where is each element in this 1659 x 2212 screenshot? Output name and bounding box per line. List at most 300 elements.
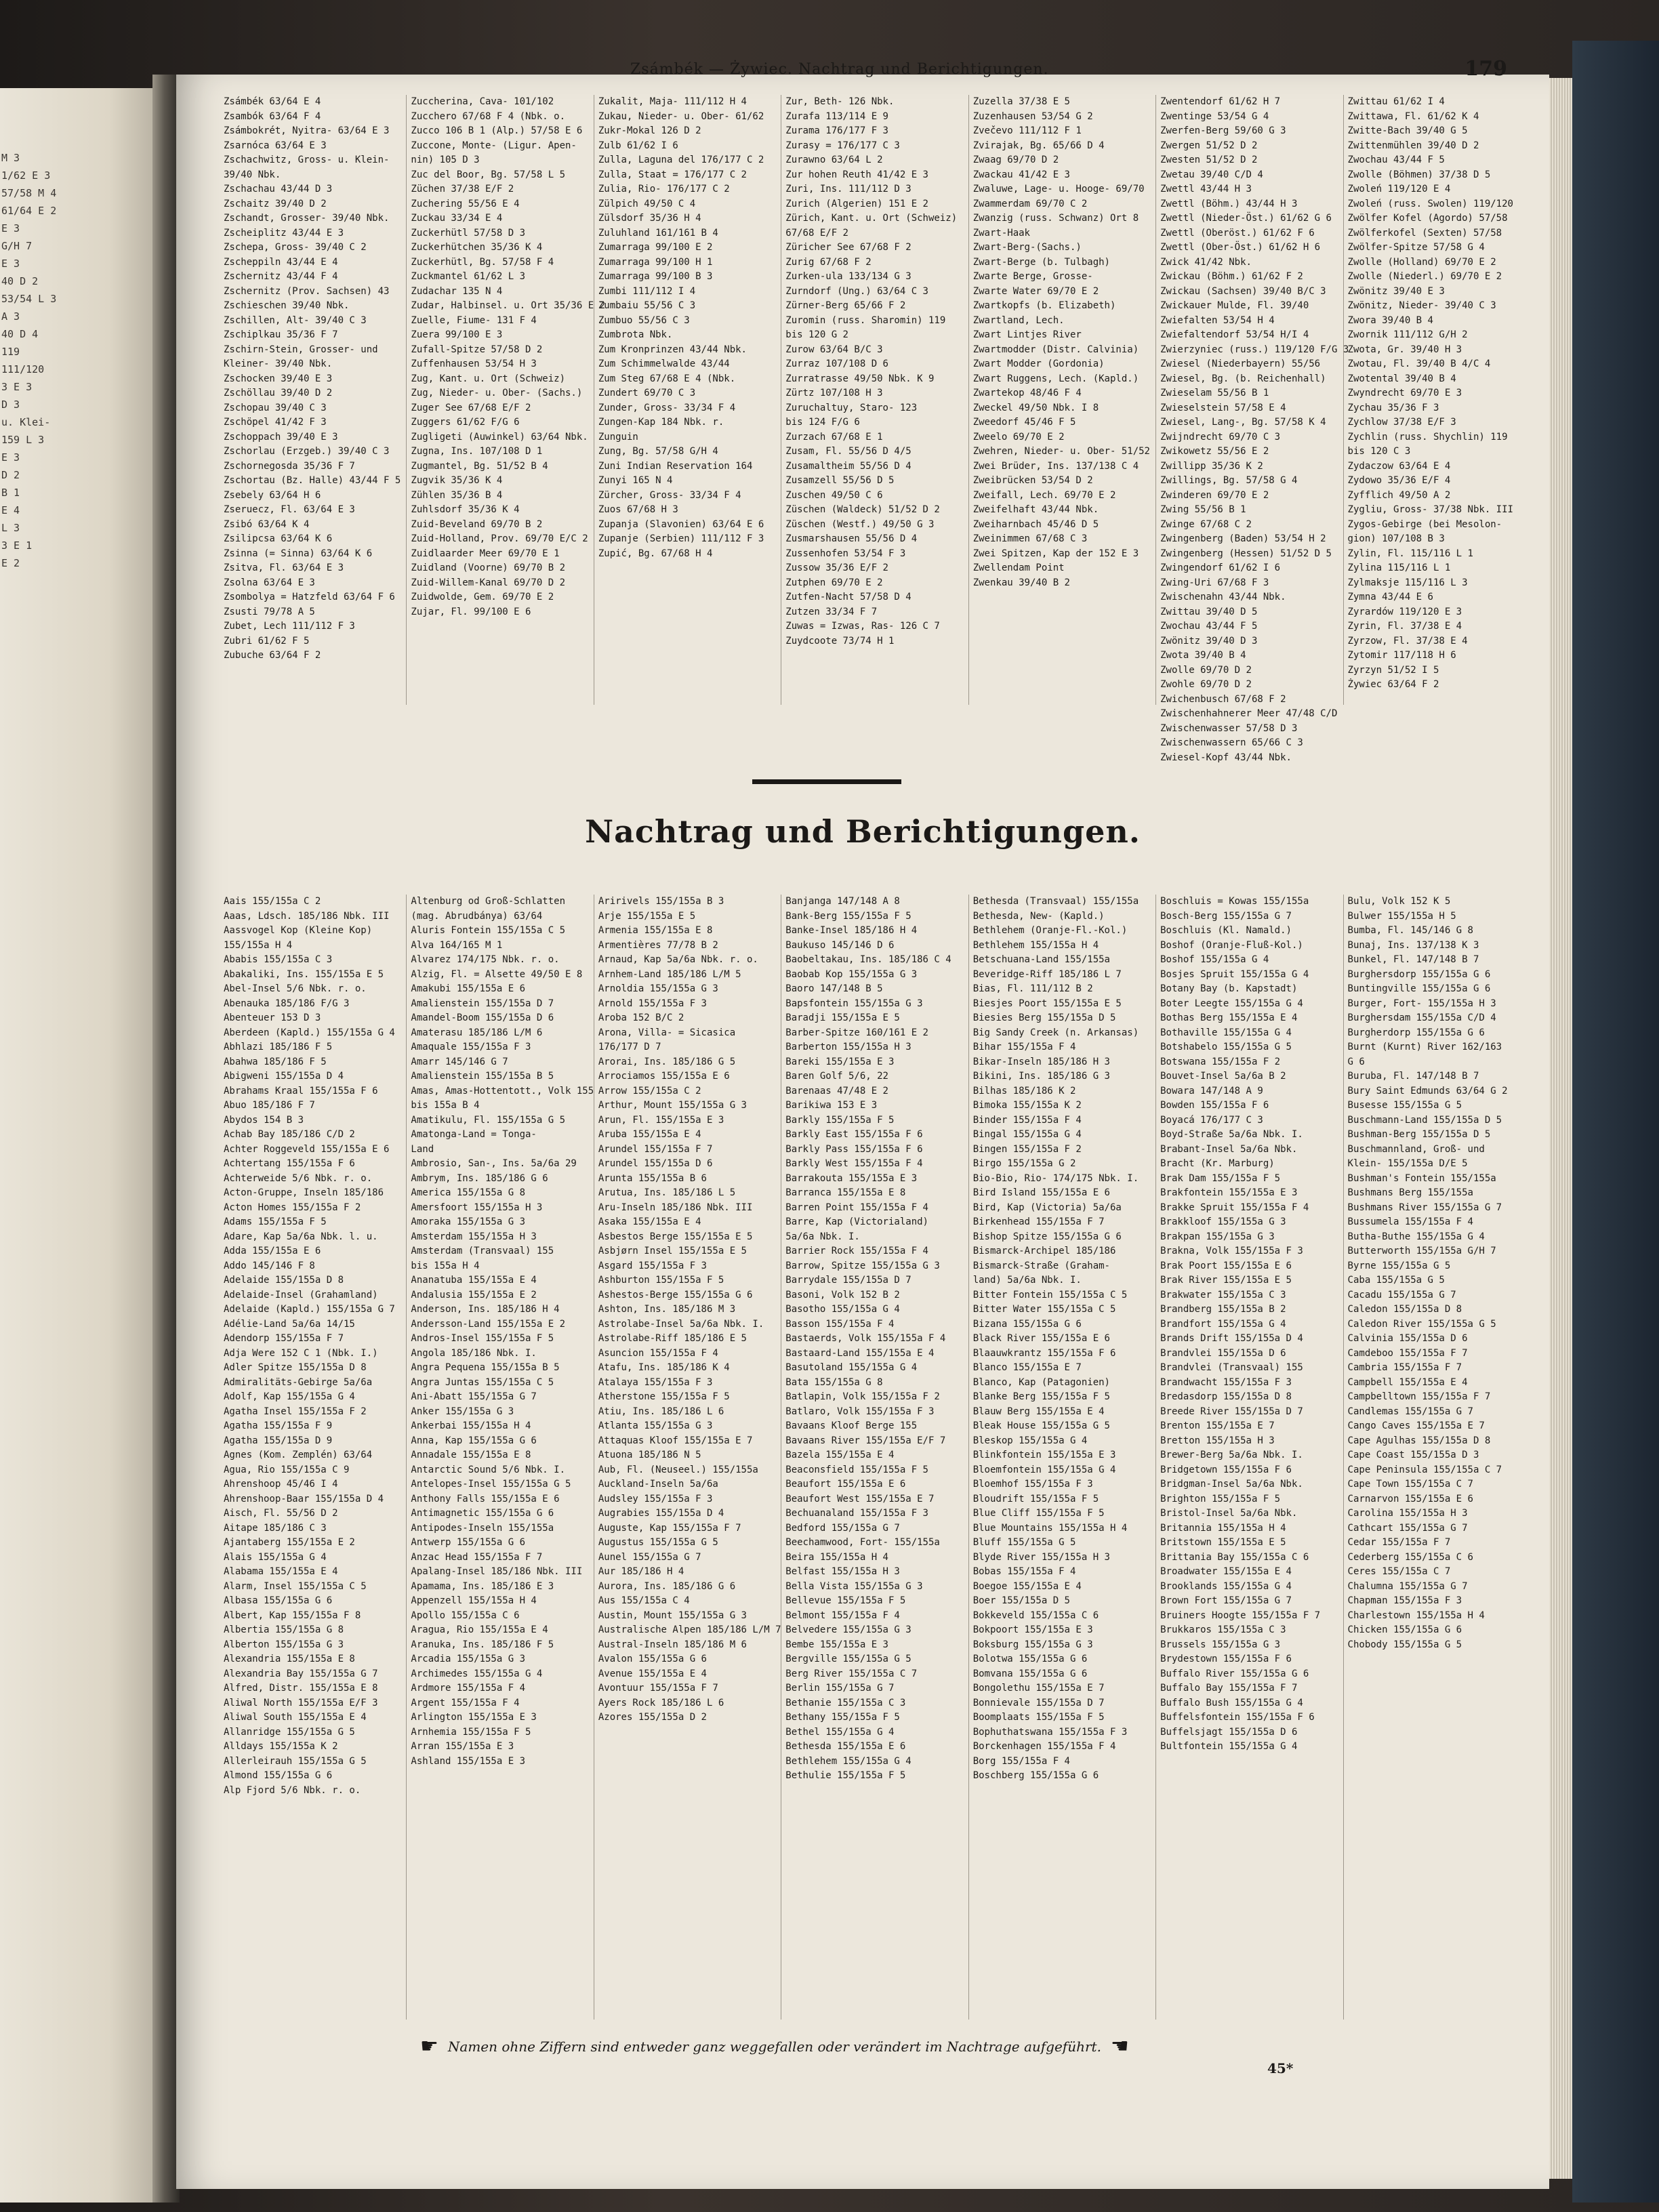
index-entry: Alberton 155/155a G 3	[224, 1639, 344, 1650]
index-entry: Zuckerhütl, Bg. 57/58 F 4	[411, 256, 554, 268]
index-entry: Zwieselam 55/56 B 1	[1160, 388, 1269, 398]
footnote	[420, 2036, 1504, 2057]
index-entry: Annadale 155/155a E 8	[411, 1450, 531, 1460]
index-entry: Zwingendorf 61/62 I 6	[1160, 562, 1281, 573]
index-entry: Zungen-Kap 184 Nbk. r.	[598, 417, 724, 428]
index-entry: Zwettl 43/44 H 3	[1160, 184, 1252, 194]
index-entry: Cacadu 155/155a G 7	[1347, 1289, 1456, 1300]
index-entry: Adendorp 155/155a F 7	[224, 1333, 344, 1344]
index-entry: Burghersdam 155/155a C/D 4	[1347, 1012, 1496, 1023]
index-entry: Brittania Bay 155/155a C 6	[1160, 1551, 1309, 1563]
index-entry: Adja Were 152 C 1 (Nbk. I.)	[224, 1347, 378, 1359]
left-page-fragment: A 3	[1, 310, 20, 323]
index-entry: Azores 155/155a D 2	[598, 1712, 707, 1723]
left-page-fragment: 40 D 2	[1, 275, 39, 287]
footnote-text: Namen ohne Ziffern sind entweder ganz weggefallen oder verändert im Nachtrage aufgeführt.	[447, 2039, 1101, 2055]
index-entry: Ajantaberg 155/155a E 2	[224, 1537, 355, 1548]
index-entry: Zuchering 55/56 E 4	[411, 198, 520, 209]
index-entry: Bastaard-Land 155/155a E 4	[785, 1347, 935, 1359]
index-entry: Ashburton 155/155a F 5	[598, 1275, 724, 1286]
index-entry: Angola 185/186 Nbk. I.	[411, 1347, 537, 1359]
index-entry: Zuid-Holland, Prov. 69/70 E/C 2	[411, 533, 588, 544]
index-entry: Zwerfen-Berg 59/60 G 3	[1160, 125, 1286, 136]
index-entry: Amas, Amas-Hottentott., Volk 155	[411, 1085, 594, 1097]
index-entry: Zuckmantel 61/62 L 3	[411, 271, 525, 282]
index-entry: Zussenhofen 53/54 F 3	[785, 548, 906, 559]
index-entry: Zschernitz (Prov. Sachsen) 43	[224, 285, 390, 297]
index-entry: Beaufort 155/155a E 6	[785, 1479, 906, 1490]
index-entry: Amaquale 155/155a F 3	[411, 1042, 531, 1052]
index-entry: Zwischenhahnerer Meer 47/48 C/D	[1160, 708, 1338, 719]
page-number: 179	[1465, 57, 1507, 81]
index-entry: Zuhlsdorf 35/36 K 4	[411, 504, 520, 515]
index-entry: Brands Drift 155/155a D 4	[1160, 1333, 1303, 1344]
index-entry: Zubet, Lech 111/112 F 3	[224, 621, 355, 632]
index-entry: Aliwal North 155/155a E/F 3	[224, 1697, 378, 1708]
index-entry: Achab Bay 185/186 C/D 2	[224, 1129, 355, 1140]
index-entry: Atafu, Ins. 185/186 K 4	[598, 1362, 730, 1373]
index-entry: Bunaj, Ins. 137/138 K 3	[1347, 939, 1479, 951]
index-entry: Zschachwitz, Gross- u. Klein-	[224, 155, 390, 165]
index-entry: Zum Schimmelwalde 43/44	[598, 359, 730, 369]
index-entry: Zwora 39/40 B 4	[1347, 314, 1433, 326]
index-entry: Boer 155/155a D 5	[972, 1595, 1070, 1606]
index-entry: Zwolle (Niederl.) 69/70 E 2	[1347, 271, 1502, 282]
index-entry: Barberton 155/155a H 3	[785, 1042, 912, 1052]
index-entry: Bihar 155/155a F 4	[972, 1042, 1076, 1052]
index-entry: Bethulie 155/155a F 5	[785, 1770, 906, 1781]
index-entry: Arunta 155/155a B 6	[598, 1172, 707, 1184]
index-entry: Bergville 155/155a G 5	[785, 1654, 912, 1664]
index-entry: Baukuso 145/146 D 6	[785, 939, 895, 951]
index-entry: Agua, Rio 155/155a C 9	[224, 1464, 350, 1475]
index-entry: Aisch, Fl. 55/56 D 2	[224, 1508, 338, 1519]
index-entry: Buschmann-Land 155/155a D 5	[1347, 1114, 1502, 1126]
index-entry: bis 155a B 4	[411, 1100, 480, 1111]
index-entry: Zundert 69/70 C 3	[598, 388, 696, 398]
index-entry: Zwölfer-Spitze 57/58 G 4	[1347, 242, 1485, 253]
index-entry: Belmont 155/155a F 4	[785, 1610, 900, 1621]
index-entry: Bikini, Ins. 185/186 G 3	[972, 1071, 1110, 1082]
index-entry: Abahwa 185/186 F 5	[224, 1056, 327, 1067]
index-entry: Andersson-Land 155/155a E 2	[411, 1318, 565, 1330]
index-entry: Boter Leegte 155/155a G 4	[1160, 998, 1303, 1009]
index-entry: Zwönitz, Nieder- 39/40 C 3	[1347, 300, 1496, 311]
index-entry: Chicken 155/155a G 6	[1347, 1624, 1462, 1635]
index-entry: Zscheiplitz 43/44 E 3	[224, 227, 344, 239]
index-entry: Zugligeti (Auwinkel) 63/64 Nbk.	[411, 431, 588, 443]
index-entry: Zsámbék 63/64 E 4	[224, 96, 321, 107]
index-entry: Caledon River 155/155a G 5	[1347, 1318, 1496, 1330]
index-entry: Zscheppiln 43/44 E 4	[224, 256, 338, 268]
index-entry: Zuggers 61/62 F/G 6	[411, 417, 520, 428]
index-entry: Astrolabe-Riff 185/186 E 5	[598, 1333, 747, 1344]
index-top-columns	[224, 95, 1518, 763]
index-entry: Baren Golf 5/6, 22	[785, 1071, 888, 1082]
index-entry: Zurzach 67/68 E 1	[785, 431, 883, 443]
index-entry: Arthur, Mount 155/155a G 3	[598, 1100, 747, 1111]
index-entry: Zurich (Algerien) 151 E 2	[785, 198, 928, 209]
index-entry: Bophuthatswana 155/155a F 3	[972, 1726, 1128, 1738]
index-entry: Zwesten 51/52 D 2	[1160, 155, 1258, 165]
index-entry: Alvarez 174/175 Nbk. r. o.	[411, 954, 560, 965]
index-entry: Black River 155/155a E 6	[972, 1333, 1110, 1344]
index-entry: Zwingenberg (Hessen) 51/52 D 5	[1160, 548, 1332, 559]
index-entry: Zuzella 37/38 E 5	[972, 96, 1070, 107]
index-entry: Brandfort 155/155a G 4	[1160, 1318, 1286, 1330]
index-entry: Arnhemia 155/155a F 5	[411, 1726, 531, 1738]
index-entry: nin) 105 D 3	[411, 155, 480, 165]
index-entry: Boyacá 176/177 C 3	[1160, 1114, 1263, 1126]
index-entry: Zutzen 33/34 F 7	[785, 606, 878, 617]
index-entry: Adelaide 155/155a D 8	[224, 1275, 344, 1286]
index-entry: Amsterdam (Transvaal) 155	[411, 1246, 554, 1256]
book-cover	[1572, 41, 1659, 2203]
index-entry: Zuc del Boor, Bg. 57/58 L 5	[411, 169, 565, 180]
index-entry: Zuruchaltuy, Staro- 123	[785, 402, 918, 413]
index-entry: Zweiharnbach 45/46 D 5	[972, 518, 1099, 530]
index-entry: Antwerp 155/155a G 6	[411, 1537, 525, 1548]
index-entry: Bridgetown 155/155a F 6	[1160, 1464, 1292, 1475]
index-entry: Bias, Fl. 111/112 B 2	[972, 983, 1093, 994]
index-entry: Antelopes-Insel 155/155a G 5	[411, 1479, 571, 1490]
index-entry: Aurora, Ins. 185/186 G 6	[598, 1580, 736, 1592]
index-entry: Anna, Kap 155/155a G 6	[411, 1435, 537, 1446]
index-entry: Alexandria 155/155a E 8	[224, 1654, 355, 1664]
left-page-fragment: 119	[1, 346, 20, 358]
index-entry: Beechamwood, Fort- 155/155a	[785, 1537, 940, 1548]
index-entry: Zweifelhaft 43/44 Nbk.	[972, 504, 1099, 515]
index-entry: Zwettl (Ober-Öst.) 61/62 H 6	[1160, 242, 1321, 253]
index-entry: Bloemfontein 155/155a G 4	[972, 1464, 1116, 1475]
index-entry: Züchen 37/38 E/F 2	[411, 184, 514, 194]
index-entry: Asbestos Berge 155/155a E 5	[598, 1231, 753, 1242]
index-entry: Zychau 35/36 F 3	[1347, 402, 1439, 413]
index-entry: Zutfen-Nacht 57/58 D 4	[785, 592, 912, 602]
index-entry: Zschorlau (Erzgeb.) 39/40 C 3	[224, 446, 390, 457]
index-entry: Bethlehem 155/155a H 4	[972, 939, 1099, 951]
index-entry: Attaquas Kloof 155/155a E 7	[598, 1435, 753, 1446]
index-entry: Zudar, Halbinsel. u. Ort 35/36 E 2	[411, 300, 605, 311]
index-entry: Zudachar 135 N 4	[411, 285, 503, 297]
index-entry: Zuromin (russ. Sharomin) 119	[785, 314, 946, 326]
index-entry: Zsilipcsa 63/64 K 6	[224, 533, 333, 544]
index-entry: Brakfontein 155/155a E 3	[1160, 1187, 1298, 1198]
index-entry: Burnt (Kurnt) River 162/163	[1347, 1042, 1502, 1052]
index-entry: Zsibó 63/64 K 4	[224, 518, 310, 530]
index-entry: Antimagnetic 155/155a G 6	[411, 1508, 554, 1519]
index-entry: Barrier Rock 155/155a F 4	[785, 1246, 928, 1256]
index-entry: Zwiesel-Kopf 43/44 Nbk.	[1160, 752, 1292, 763]
index-entry: Bosjes Spruit 155/155a G 4	[1160, 968, 1309, 980]
index-entry: Zwickau (Böhm.) 61/62 F 2	[1160, 271, 1303, 282]
index-entry: Candlemas 155/155a G 7	[1347, 1406, 1473, 1417]
left-page	[0, 88, 156, 2203]
index-entry: Zychlin (russ. Shychlin) 119	[1347, 431, 1508, 443]
index-entry: Zwart-Berg-(Sachs.)	[972, 242, 1082, 253]
index-entry: Zsebely 63/64 H 6	[224, 489, 321, 501]
index-entry: Allanridge 155/155a G 5	[224, 1726, 355, 1738]
index-entry: Zuid-Beveland 69/70 B 2	[411, 518, 543, 530]
index-entry: Aitape 185/186 C 3	[224, 1522, 327, 1534]
index-entry: Zürcher, Gross- 33/34 F 4	[598, 489, 741, 501]
index-entry: Bilhas 185/186 K 2	[972, 1085, 1076, 1097]
index-entry: Zwochau 43/44 F 5	[1160, 621, 1258, 632]
index-entry: Agatha Insel 155/155a F 2	[224, 1406, 367, 1417]
index-entry: Zwanzig (russ. Schwanz) Ort 8	[972, 213, 1139, 224]
index-entry: Bird Island 155/155a E 6	[972, 1187, 1110, 1198]
index-entry: Arnaud, Kap 5a/6a Nbk. r. o.	[598, 954, 758, 965]
index-entry: Zschornegosda 35/36 F 7	[224, 460, 355, 472]
index-entry: Bultfontein 155/155a G 4	[1160, 1741, 1298, 1752]
index-entry: Zwettl (Böhm.) 43/44 H 3	[1160, 198, 1298, 209]
index-entry: Arorai, Ins. 185/186 G 5	[598, 1056, 736, 1067]
index-entry: Zwota 39/40 B 4	[1160, 650, 1246, 661]
index-entry: Aub, Fl. (Neuseel.) 155/155a	[598, 1464, 758, 1475]
index-entry: Zurow 63/64 B/C 3	[785, 344, 883, 355]
top-column	[1155, 95, 1349, 763]
index-entry: Cape Town 155/155a C 7	[1347, 1479, 1473, 1490]
index-entry: Zwohle 69/70 D 2	[1160, 679, 1252, 690]
index-entry: Betschuana-Land 155/155a	[972, 954, 1110, 965]
index-entry: Zur, Beth- 126 Nbk.	[785, 96, 895, 107]
index-entry: Agatha 155/155a F 9	[224, 1420, 333, 1431]
index-entry: Zum Steg 67/68 E 4 (Nbk.	[598, 373, 736, 384]
index-entry: Zwartland, Lech.	[972, 314, 1065, 326]
index-entry: Bethlehem (Oranje-Fl.-Kol.)	[972, 925, 1128, 936]
index-entry: Zurafa 113/114 E 9	[785, 110, 888, 122]
index-entry: Belfast 155/155a H 3	[785, 1566, 900, 1577]
left-page-fragment: 40 D 4	[1, 328, 39, 340]
index-entry: Zweckel 49/50 Nbk. I 8	[972, 402, 1099, 413]
index-entry: Zwischenwasser 57/58 D 3	[1160, 722, 1298, 734]
index-entry: Beveridge-Riff 185/186 L 7	[972, 968, 1122, 980]
index-entry: Zuni Indian Reservation 164	[598, 460, 753, 472]
index-entry: Bowden 155/155a F 6	[1160, 1100, 1269, 1111]
index-entry: Calvinia 155/155a D 6	[1347, 1333, 1468, 1344]
index-entry: Zwettl (Nieder-Öst.) 61/62 G 6	[1160, 213, 1332, 224]
left-page-fragment: u. Klei-	[1, 416, 51, 428]
index-entry: Zuelle, Fiume- 131 F 4	[411, 314, 537, 326]
index-entry: Zyrzow, Fl. 37/38 E 4	[1347, 635, 1468, 647]
index-entry: Banke-Insel 185/186 H 4	[785, 925, 918, 936]
index-entry: Augrabies 155/155a D 4	[598, 1508, 724, 1519]
index-entry: Amakubi 155/155a E 6	[411, 983, 525, 994]
index-entry: Borg 155/155a F 4	[972, 1755, 1070, 1767]
index-entry: Bloemhof 155/155a F 3	[972, 1479, 1093, 1490]
index-entry: Zuidlaarder Meer 69/70 E 1	[411, 548, 560, 559]
index-entry: Zytomir 117/118 H 6	[1347, 650, 1456, 661]
left-page-fragment: 3 E 1	[1, 539, 33, 552]
index-entry: Zwei Brüder, Ins. 137/138 C 4	[972, 460, 1139, 472]
index-entry: Zschepa, Gross- 39/40 C 2	[224, 242, 367, 253]
index-entry: Barkly Pass 155/155a F 6	[785, 1143, 923, 1155]
index-entry: Zwochau 43/44 F 5	[1347, 155, 1445, 165]
index-entry: Breede River 155/155a D 7	[1160, 1406, 1303, 1417]
index-entry: Bussumela 155/155a F 4	[1347, 1216, 1473, 1227]
index-entry: bis 120 C 3	[1347, 446, 1411, 457]
index-entry: Abel-Insel 5/6 Nbk. r. o.	[224, 983, 367, 994]
index-entry: Zwick 41/42 Nbk.	[1160, 256, 1252, 268]
index-entry: Bethel 155/155a G 4	[785, 1726, 895, 1738]
index-entry: Blanco, Kap (Patagonien)	[972, 1376, 1110, 1388]
index-entry: Amalienstein 155/155a D 7	[411, 998, 554, 1009]
index-entry: Audsley 155/155a F 3	[598, 1493, 713, 1504]
section-title: Nachtrag und Berichtigungen.	[585, 813, 1141, 850]
index-entry: Camdeboo 155/155a F 7	[1347, 1347, 1468, 1359]
index-entry: Zwiefaltendorf 53/54 H/I 4	[1160, 329, 1309, 340]
index-entry: bis 155a H 4	[411, 1260, 480, 1271]
index-entry: Zumbuo 55/56 C 3	[598, 314, 690, 326]
index-entry: Bleak House 155/155a G 5	[972, 1420, 1110, 1431]
index-entry: Britstown 155/155a E 5	[1160, 1537, 1286, 1548]
index-entry: Ahrenshoop-Baar 155/155a D 4	[224, 1493, 384, 1504]
index-entry: Aranuka, Ins. 185/186 F 5	[411, 1639, 554, 1650]
index-entry: Zydowo 35/36 E/F 4	[1347, 475, 1451, 486]
index-entry: Cape Coast 155/155a D 3	[1347, 1450, 1479, 1460]
index-entry: Buffalo River 155/155a G 6	[1160, 1668, 1309, 1679]
index-entry: Zwellendam Point	[972, 562, 1065, 573]
index-entry: Abenauka 185/186 F/G 3	[224, 998, 350, 1009]
index-entry: Brighton 155/155a F 5	[1160, 1493, 1281, 1504]
left-page-fragment: E 3	[1, 258, 20, 270]
index-entry: (mag. Abrudbánya) 63/64	[411, 910, 543, 922]
index-entry: Arlington 155/155a E 3	[411, 1712, 537, 1723]
index-entry: Blinkfontein 155/155a E 3	[972, 1450, 1116, 1460]
index-entry: Zumarraga 99/100 E 2	[598, 242, 713, 253]
index-entry: Zunguin	[598, 431, 638, 443]
index-entry: Amarr 145/146 G 7	[411, 1056, 508, 1067]
index-entry: Bismarck-Straße (Graham-	[972, 1260, 1110, 1271]
index-entry: Asbjørn Insel 155/155a E 5	[598, 1246, 747, 1256]
index-entry: Brandberg 155/155a B 2	[1160, 1304, 1286, 1315]
index-entry: Zukr-Mokal 126 D 2	[598, 125, 701, 136]
index-entry: Brussels 155/155a G 3	[1160, 1639, 1281, 1650]
index-entry: Barkly East 155/155a F 6	[785, 1129, 923, 1140]
index-entry: Arutua, Ins. 185/186 L 5	[598, 1187, 736, 1198]
index-entry: Zschocken 39/40 E 3	[224, 373, 333, 384]
index-entry: Zülpich 49/50 C 4	[598, 198, 696, 209]
index-entry: Boegoe 155/155a E 4	[972, 1580, 1082, 1592]
index-entry: Caledon 155/155a D 8	[1347, 1304, 1462, 1315]
index-entry: Bastaerds, Volk 155/155a F 4	[785, 1333, 946, 1344]
index-entry: Kleiner- 39/40 Nbk.	[224, 359, 333, 369]
index-entry: Brukkaros 155/155a C 3	[1160, 1624, 1286, 1635]
index-entry: Zupanja (Slavonien) 63/64 E 6	[598, 518, 764, 530]
index-entry: Allerleirauh 155/155a G 5	[224, 1755, 367, 1767]
index-entry: Aroba 152 B/C 2	[598, 1012, 684, 1023]
index-entry: Botany Bay (b. Kapstadt)	[1160, 983, 1298, 994]
index-entry: Zwijndrecht 69/70 C 3	[1160, 431, 1281, 443]
index-entry: Bouvet-Insel 5a/6a B 2	[1160, 1071, 1286, 1082]
index-entry: Busesse 155/155a G 5	[1347, 1100, 1462, 1111]
index-entry: Zufall-Spitze 57/58 D 2	[411, 344, 543, 355]
left-page-fragment: 1/62 E 3	[1, 169, 51, 182]
index-entry: Amalienstein 155/155a B 5	[411, 1071, 554, 1082]
index-entry: Archimedes 155/155a G 4	[411, 1668, 543, 1679]
index-entry: Biesjes Poort 155/155a E 5	[972, 998, 1122, 1009]
index-entry: Zsolna 63/64 E 3	[224, 577, 315, 588]
index-entry: Blauw Berg 155/155a E 4	[972, 1406, 1105, 1417]
index-entry: Amaterasu 185/186 L/M 6	[411, 1027, 543, 1038]
index-entry: Avontuur 155/155a F 7	[598, 1683, 718, 1694]
index-entry: Zupanje (Serbien) 111/112 F 3	[598, 533, 764, 544]
index-entry: Blaauwkrantz 155/155a F 6	[972, 1347, 1116, 1359]
left-page-fragment: 3 E 3	[1, 381, 33, 393]
index-entry: Zuid-Willem-Kanal 69/70 D 2	[411, 577, 565, 588]
index-entry: Zwickau (Sachsen) 39/40 B/C 3	[1160, 285, 1326, 297]
index-entry: Atiu, Ins. 185/186 L 6	[598, 1406, 724, 1417]
index-entry: Broadwater 155/155a E 4	[1160, 1566, 1292, 1577]
index-entry: Barkly 155/155a F 5	[785, 1114, 895, 1126]
index-entry: Zschiplkau 35/36 F 7	[224, 329, 338, 340]
index-entry: Bethesda (Transvaal) 155/155a	[972, 896, 1139, 907]
index-entry: Addo 145/146 F 8	[224, 1260, 315, 1271]
bottom-column	[224, 895, 394, 2020]
index-entry: Cambria 155/155a F 7	[1347, 1362, 1462, 1373]
index-entry: Bingen 155/155a F 2	[972, 1143, 1082, 1155]
index-entry: Zwart Ruggens, Lech. (Kapld.)	[972, 373, 1139, 384]
index-entry: Zwikowetz 55/56 E 2	[1160, 446, 1269, 457]
index-entry: Anker 155/155a G 3	[411, 1406, 514, 1417]
index-entry: Adler Spitze 155/155a D 8	[224, 1362, 367, 1373]
index-entry: Zwittau 61/62 I 4	[1347, 96, 1445, 107]
index-entry: Abrahams Kraal 155/155a F 6	[224, 1085, 378, 1097]
index-entry: Abydos 154 B 3	[224, 1114, 304, 1126]
index-entry: land) 5a/6a Nbk. I.	[972, 1275, 1082, 1286]
index-entry: Big Sandy Creek (n. Arkansas)	[972, 1027, 1139, 1038]
index-entry: Cape Peninsula 155/155a C 7	[1347, 1464, 1502, 1475]
index-entry: Zyrin, Fl. 37/38 E 4	[1347, 621, 1462, 632]
index-entry: Zugmantel, Bg. 51/52 B 4	[411, 460, 548, 472]
index-entry: Botswana 155/155a F 2	[1160, 1056, 1281, 1067]
index-entry: Zussow 35/36 E/F 2	[785, 562, 888, 573]
index-entry: Bothaville 155/155a G 4	[1160, 1027, 1292, 1038]
index-entry: Ceres 155/155a C 7	[1347, 1566, 1451, 1577]
index-entry: Zuidland (Voorne) 69/70 B 2	[411, 562, 565, 573]
index-entry: Bruiners Hoogte 155/155a F 7	[1160, 1610, 1321, 1621]
index-entry: Zutphen 69/70 E 2	[785, 577, 883, 588]
index-entry: Bareki 155/155a E 3	[785, 1056, 895, 1067]
top-column	[406, 95, 605, 705]
index-entry: Almond 155/155a G 6	[224, 1770, 333, 1781]
index-entry: Zvečevo 111/112 F 1	[972, 125, 1082, 136]
index-entry: Abuo 185/186 F 7	[224, 1100, 315, 1111]
index-entry: Żywiec 63/64 F 2	[1347, 679, 1439, 690]
index-entry: 67/68 E/F 2	[785, 227, 848, 239]
index-entry: Baobeltakau, Ins. 185/186 C 4	[785, 954, 951, 965]
index-entry: Zschachau 43/44 D 3	[224, 184, 333, 194]
index-entry: Batlapin, Volk 155/155a F 2	[785, 1391, 940, 1402]
index-entry: Alais 155/155a G 4	[224, 1551, 327, 1563]
index-entry: Barrow, Spitze 155/155a G 3	[785, 1260, 940, 1271]
index-entry: Zwischenwassern 65/66 C 3	[1160, 737, 1303, 748]
index-entry: Albertia 155/155a G 8	[224, 1624, 344, 1635]
index-entry: Apamama, Ins. 185/186 E 3	[411, 1580, 554, 1592]
index-entry: Boschluis (Kl. Namald.)	[1160, 925, 1292, 936]
index-entry: Aus 155/155a C 4	[598, 1595, 690, 1606]
index-entry: Zuccone, Monte- (Ligur. Apen-	[411, 140, 577, 151]
index-entry: Bishop Spitze 155/155a G 6	[972, 1231, 1122, 1242]
index-entry: Achtertang 155/155a F 6	[224, 1158, 355, 1169]
index-entry: Bokkeveld 155/155a C 6	[972, 1610, 1099, 1621]
index-entry: Basotho 155/155a G 4	[785, 1304, 900, 1315]
index-entry: Bimoka 155/155a K 2	[972, 1100, 1082, 1111]
index-entry: Zwammerdam 69/70 C 2	[972, 198, 1088, 209]
index-entry: Brandwacht 155/155a F 3	[1160, 1376, 1292, 1388]
index-entry: Brooklands 155/155a G 4	[1160, 1580, 1292, 1592]
index-entry: Zschöpel 41/42 F 3	[224, 417, 327, 428]
